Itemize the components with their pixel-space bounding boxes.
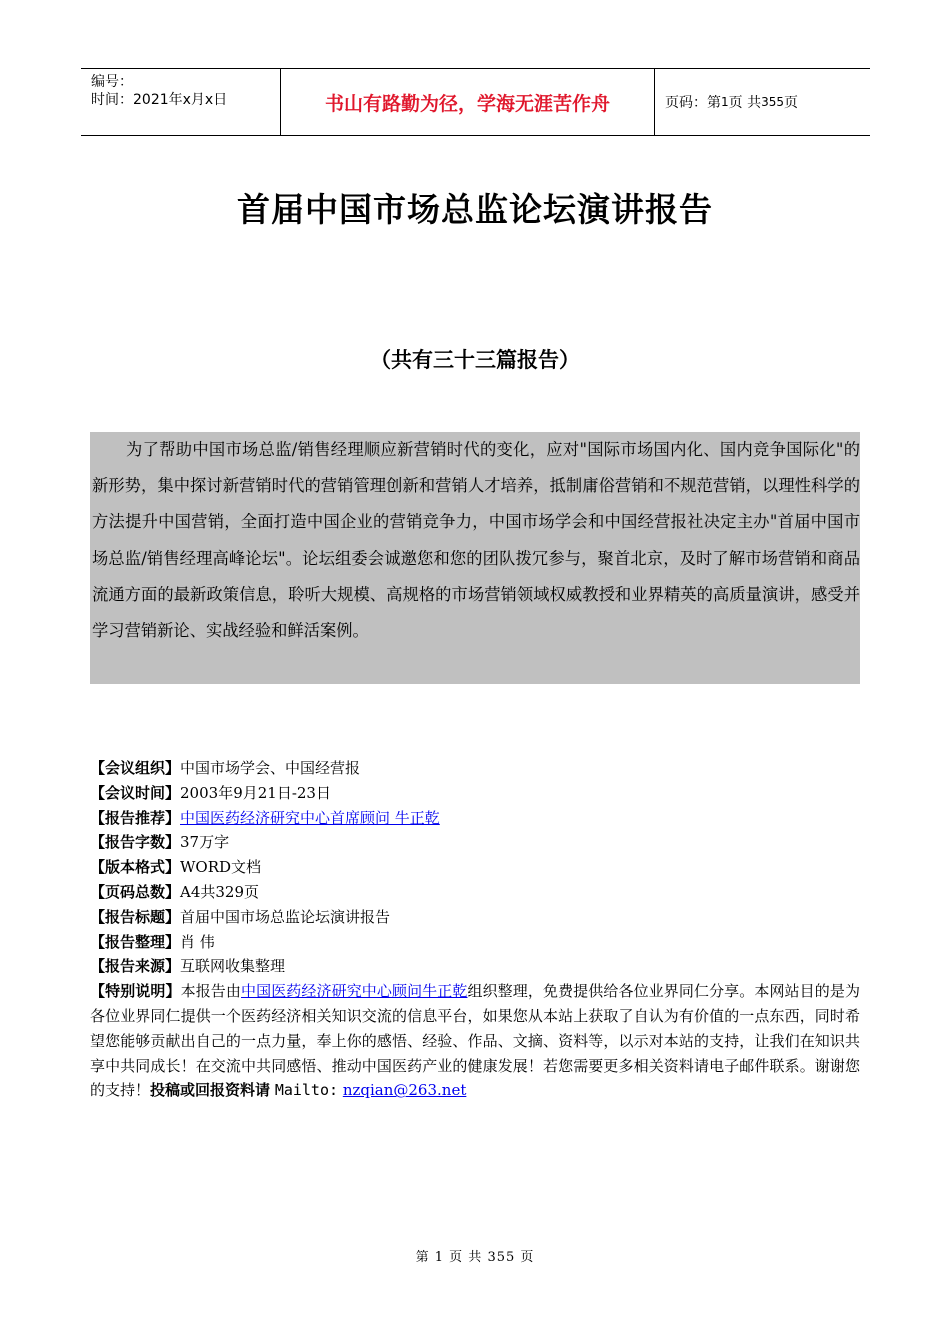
intro-paragraph: 为了帮助中国市场总监/销售经理顺应新营销时代的变化，应对"国际市场国内化、国内竞争国际化"的新形势，集中探讨新营销时代的营销管理创新和营销人才培养，抵制庸俗营销和不规范营销，以理性科学的方法提升中国营销，全面打造中国企业的营销竞争力，中国市场学会和中国经营报社决定主办"首届中国市场总监/销售经理高峰论坛"。论坛组委会诚邀您和您的团队拨冗参与，聚首北京，及时了解市场营销和商品流通方面的最新政策信息，聆听大规模、高规格的市场营销领域权威教授和业界精英的高质量演讲，感受并学习营销新论、实战经验和鲜活案例。 [90,432,860,684]
info-row-source [90,954,860,979]
number-label: 编号： [91,74,133,90]
info-value: 首届中国市场总监论坛演讲报告 [180,907,391,926]
note-link[interactable]: 中国医药经济研究中心顾问牛正乾 [241,982,468,1001]
info-label: 【会议组织】 [90,759,181,777]
info-label: 【版本格式】 [90,858,181,877]
note-label: 【特别说明】 [90,982,181,1001]
info-row-editor [90,930,860,955]
footer-current: 1 [434,1250,445,1265]
info-label: 【报告字数】 [90,833,181,852]
footer-mid: 页 共 [449,1250,483,1265]
info-label: 【页码总数】 [90,882,181,901]
page-title: 首届中国市场总监论坛演讲报告 [237,190,713,229]
info-value: 肖 伟 [180,932,215,951]
page-subtitle: （共有三十三篇报告） [370,348,580,372]
info-row-recommender [90,806,860,831]
note-text-b: 组织整理，免费提供给各位业界同仁分享。本网站目的是为各位业界同仁提供一个医药经济相关知识交流的信息平台，如果您从本站上获取了自认为有价值的一点东西，同时希望您能够贡献出自己的一点力量，奉上你的感悟、经验、作品、文摘、资料等，以示对本站的支持，让我们在知识共享中共同成长！在交流中共同感悟、推动中国医药产业的健康发展！若您需要更多相关资料请电子邮件联系。谢谢您的支持！ [90,982,860,1100]
info-label: 【会议时间】 [90,783,181,802]
info-row-format [90,855,860,880]
footer-prefix: 第 [415,1250,430,1265]
info-row-organizer [90,756,860,781]
motto: 书山有路勤为径，学海无涯苦作舟 [281,69,655,135]
footer-suffix: 页 [520,1250,535,1265]
header-meta [81,69,281,135]
page-current: 1 [721,95,729,109]
info-value: WORD文档 [180,858,262,877]
email-link[interactable]: nzqian@263.net [342,1081,467,1100]
info-row-time [90,781,860,806]
page-footer [0,1246,950,1265]
info-row-word-count [90,830,860,855]
page-suffix: 页 [784,95,798,111]
page-indicator [655,69,870,135]
footer-total: 355 [487,1250,516,1265]
info-value: A4共329页 [180,882,260,901]
note-bold-text: 投稿或回报资料请 [150,1081,271,1100]
info-row-page-count [90,880,860,905]
time-label: 时间：2021年x月x日 [91,92,228,108]
info-label: 【报告推荐】 [90,808,181,827]
info-value: 37万字 [180,833,230,852]
page-total: 355 [761,95,784,109]
recommender-link[interactable]: 中国医药经济研究中心首席顾问 牛正乾 [180,808,440,827]
info-value: 互联网收集整理 [180,957,286,976]
page-mid: 页 共 [728,95,762,111]
header-table [81,68,870,136]
info-label: 【报告整理】 [90,932,181,951]
info-label: 【报告来源】 [90,957,181,976]
page-prefix: 页码：第 [665,95,721,111]
note-text-a: 本报告由 [180,982,241,1001]
info-value: 2003年9月21日-23日 [180,783,331,802]
info-value: 中国市场学会、中国经营报 [180,759,361,777]
note-mailto: Mailto: [274,1081,339,1100]
special-note [90,979,860,1103]
info-section [90,756,860,1103]
info-label: 【报告标题】 [90,907,181,926]
info-row-report-title [90,905,860,930]
